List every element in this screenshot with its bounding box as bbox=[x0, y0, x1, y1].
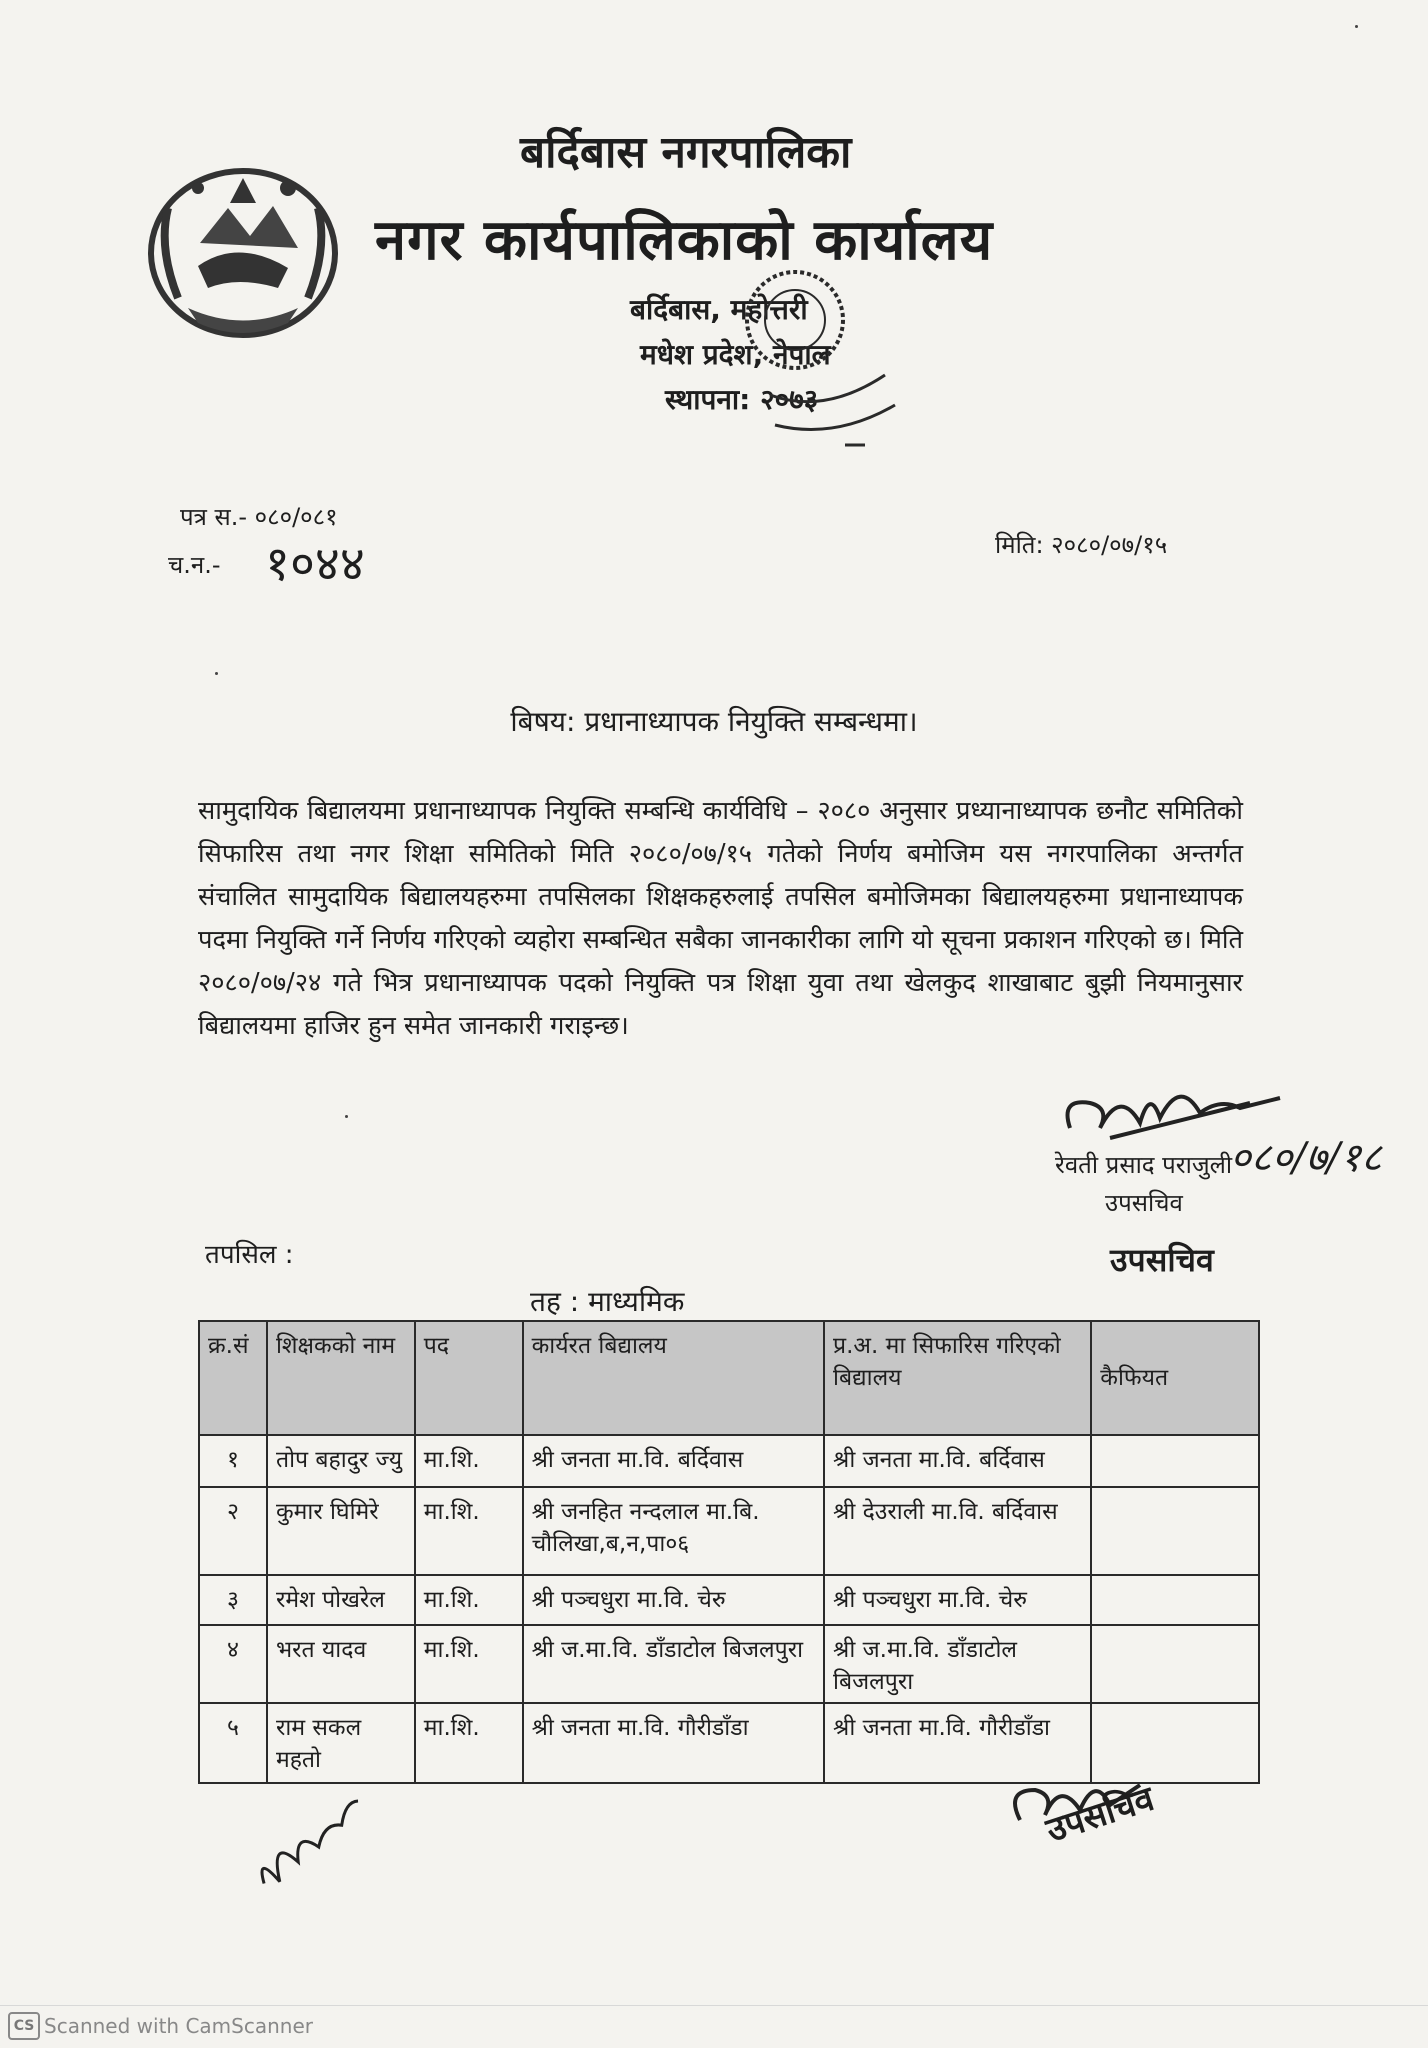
signatory-post-stamp: उपसचिव bbox=[1110, 1241, 1214, 1279]
table-cell bbox=[1091, 1487, 1259, 1575]
office-seal-icon bbox=[715, 255, 915, 455]
established-year: स्थापना: २०७३ bbox=[665, 383, 819, 416]
address-line-1: बर्दिबास, महोत्तरी bbox=[630, 293, 808, 326]
table-row bbox=[199, 1625, 1259, 1703]
table-cell: मा.शि. bbox=[415, 1703, 523, 1783]
column-header: कैफियत bbox=[1091, 1321, 1259, 1435]
table-cell: श्री जनता मा.वि. गौरीडाँडा bbox=[523, 1703, 824, 1783]
table-cell: श्री जनहित नन्दलाल मा.बि. चौलिखा,ब,न,पा०६ bbox=[523, 1487, 824, 1575]
signatory-name: रेवती प्रसाद पराजुली bbox=[1055, 1151, 1233, 1179]
nepal-emblem-icon bbox=[138, 148, 348, 343]
speck bbox=[1355, 25, 1358, 28]
letter-body: सामुदायिक बिद्यालयमा प्रधानाध्यापक नियुक्ति सम्बन्धि कार्यविधि – २०८० अनुसार प्रध्यानाध्यापक छनौट समितिको सिफारिस तथा नगर शिक्षा समितिको मिति २०८०/०७/१५ गतेको निर्णय बमोजिम यस नगरपालिका अन्तर्गत संचालित सामुदायिक बिद्यालयहरुमा तपसिलका शिक्षकहरुलाई तपसिल बमोजिमका बिद्यालयहरुमा प्रधानाध्यापक पदमा नियुक्ति गर्ने निर्णय गरिएको व्यहोरा सम्बन्धित सबैका जानकारीका लागि यो सूचना प्रकाशन गरिएको छ। मिति २०८०/०७/२४ गते भित्र प्रधानाध्यापक पदको नियुक्ति पत्र शिक्षा युवा तथा खेलकुद शाखाबाट बुझी नियमानुसार बिद्यालयमा हाजिर हुन समेत जानकारी गराइन्छ। bbox=[198, 796, 1243, 1041]
table-header-row bbox=[199, 1321, 1259, 1435]
camscanner-logo-icon: CS bbox=[8, 2012, 40, 2040]
table-cell bbox=[1091, 1625, 1259, 1703]
signature-icon bbox=[240, 1790, 390, 1885]
appointment-table bbox=[198, 1320, 1260, 1784]
table-cell: श्री जनता मा.वि. बर्दिवास bbox=[523, 1435, 824, 1487]
table-cell bbox=[1091, 1575, 1259, 1625]
post-stamp: उपसचिव bbox=[1041, 1778, 1159, 1851]
table-cell: कुमार घिमिरे bbox=[267, 1487, 415, 1575]
table-cell: श्री जनता मा.वि. गौरीडाँडा bbox=[824, 1703, 1091, 1783]
table-cell: २ bbox=[199, 1487, 267, 1575]
table-cell: रमेश पोखरेल bbox=[267, 1575, 415, 1625]
table-cell: श्री जनता मा.वि. बर्दिवास bbox=[824, 1435, 1091, 1487]
table-cell: मा.शि. bbox=[415, 1575, 523, 1625]
table-cell: श्री ज.मा.वि. डाँडाटोल बिजलपुरा bbox=[523, 1625, 824, 1703]
address-line-2: मधेश प्रदेश, नेपाल bbox=[640, 338, 831, 371]
speck bbox=[215, 672, 218, 675]
table-cell: मा.शि. bbox=[415, 1435, 523, 1487]
level-label: तह : माध्यमिक bbox=[530, 1285, 685, 1318]
table-cell: श्री ज.मा.वि. डाँडाटोल बिजलपुरा bbox=[824, 1625, 1091, 1703]
table-row bbox=[199, 1487, 1259, 1575]
column-header: प्र.अ. मा सिफारिस गरिएको बिद्यालय bbox=[824, 1321, 1091, 1435]
column-header: क्र.सं bbox=[199, 1321, 267, 1435]
dispatch-number: १०४४ bbox=[265, 536, 365, 592]
column-header: शिक्षकको नाम bbox=[267, 1321, 415, 1435]
office-name: नगर कार्यपालिकाको कार्यालय bbox=[375, 208, 994, 273]
table-cell: मा.शि. bbox=[415, 1625, 523, 1703]
footer-divider bbox=[0, 2005, 1428, 2006]
table-cell: ३ bbox=[199, 1575, 267, 1625]
table-cell: श्री देउराली मा.वि. बर्दिवास bbox=[824, 1487, 1091, 1575]
table-cell: श्री पञ्चधुरा मा.वि. चेरु bbox=[824, 1575, 1091, 1625]
handwritten-date: ०८०/७/१८ bbox=[1230, 1135, 1382, 1181]
column-header: पद bbox=[415, 1321, 523, 1435]
schedule-label: तपसिल : bbox=[205, 1240, 294, 1270]
table-cell: ४ bbox=[199, 1625, 267, 1703]
municipality-name: बर्दिबास नगरपालिका bbox=[520, 127, 852, 178]
table-cell bbox=[1091, 1435, 1259, 1487]
scanner-watermark: Scanned with CamScanner bbox=[44, 2014, 313, 2038]
column-header: कार्यरत बिद्यालय bbox=[523, 1321, 824, 1435]
dispatch-label: च.न.- bbox=[168, 551, 221, 579]
signatory-post: उपसचिव bbox=[1105, 1189, 1183, 1217]
table-row bbox=[199, 1435, 1259, 1487]
speck bbox=[345, 1115, 348, 1118]
letter-date: मिति: २०८०/०७/१५ bbox=[995, 531, 1168, 559]
table-cell: राम सकल महतो bbox=[267, 1703, 415, 1783]
table-row bbox=[199, 1575, 1259, 1625]
letter-reference-number: पत्र स.- ०८०/०८१ bbox=[180, 503, 338, 531]
table-cell: ५ bbox=[199, 1703, 267, 1783]
table-cell: मा.शि. bbox=[415, 1487, 523, 1575]
table-cell: १ bbox=[199, 1435, 267, 1487]
table-cell: तोप बहादुर ज्यु bbox=[267, 1435, 415, 1487]
table-cell: भरत यादव bbox=[267, 1625, 415, 1703]
letter-subject: बिषय: प्रधानाध्यापक नियुक्ति सम्बन्धमा। bbox=[510, 705, 918, 738]
table-cell: श्री पञ्चधुरा मा.वि. चेरु bbox=[523, 1575, 824, 1625]
